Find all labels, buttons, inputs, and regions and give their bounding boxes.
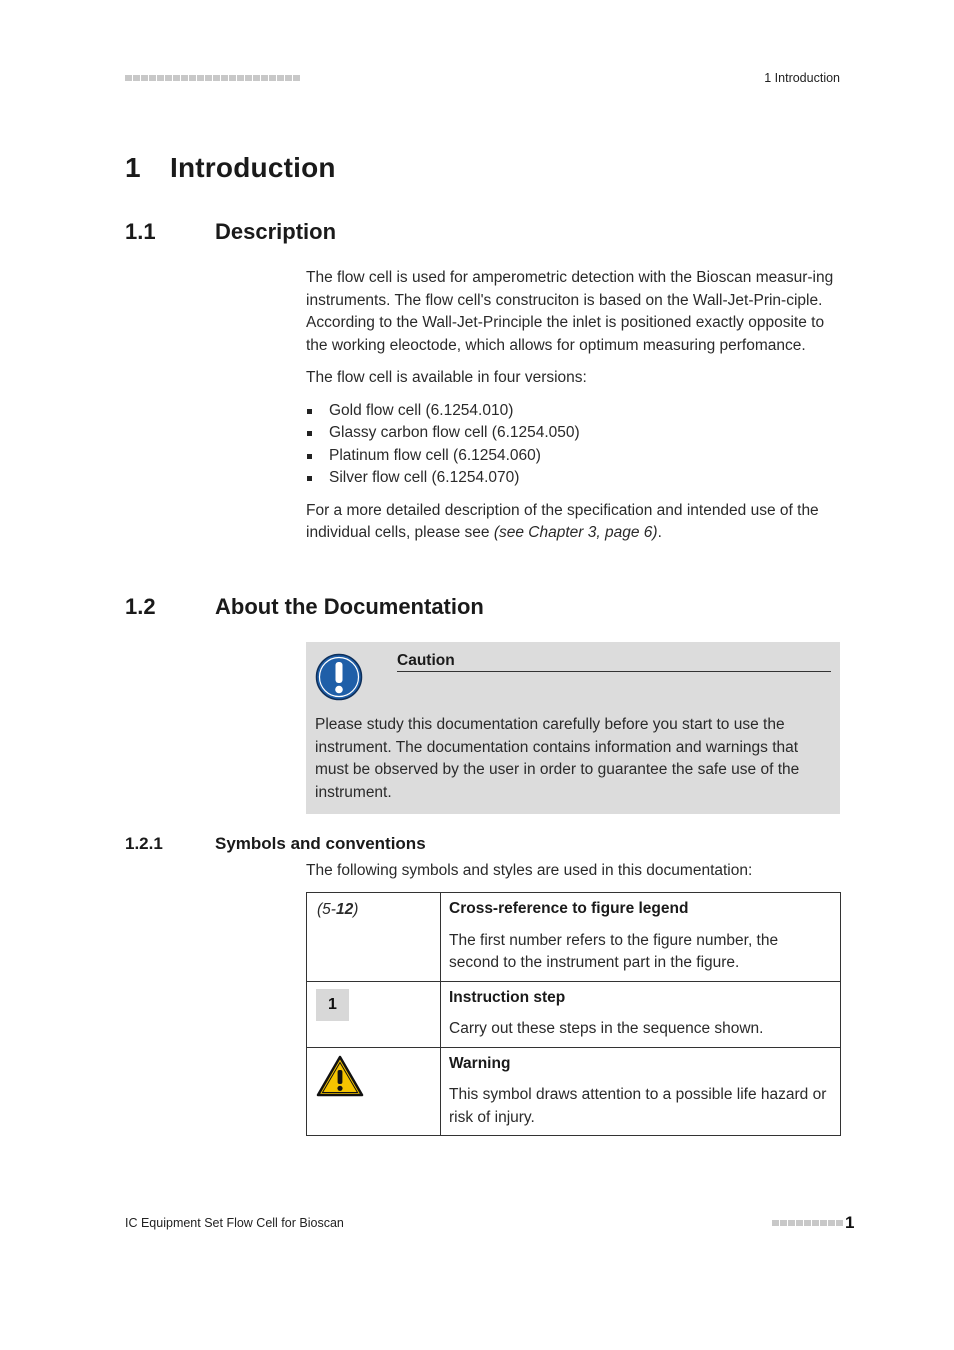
description-paragraph: The flow cell is used for amperometric detection with the Bioscan measur-ing instruments. The flow cell's construciton is based on the Wall-Jet-Prin-ciple. According to the Wall-Jet-Principle the inlet is positioned exactly opposite to the working eleoctode, which allows for optimum measuring perfomance. xyxy=(306,269,834,354)
description-body xyxy=(306,267,840,545)
page-number: 1 xyxy=(845,1213,855,1232)
details-paragraph: For a more detailed description of the specification and intended use of the individual cells, please see (see Chapter 3, page 6). xyxy=(306,501,819,541)
table-row xyxy=(307,1047,841,1136)
section-heading-description: 1.1 Description xyxy=(125,219,337,244)
table-row xyxy=(307,981,841,1047)
footer-document-title: IC Equipment Set Flow Cell for Bioscan xyxy=(125,1216,344,1230)
cross-reference-symbol: (5-12) xyxy=(317,901,359,918)
warning-triangle-icon xyxy=(316,1055,364,1097)
chapter-reference-link[interactable]: (see Chapter 3, page 6) xyxy=(493,524,658,541)
chapter-title: 1 Introduction xyxy=(125,152,336,183)
section-heading-symbols: 1.2.1 Symbols and conventions xyxy=(125,834,426,853)
versions-list xyxy=(306,400,840,490)
header-decoration xyxy=(125,75,300,81)
description-cell xyxy=(441,1047,841,1136)
instruction-step-symbol: 1 xyxy=(316,989,349,1021)
caution-title: Caution xyxy=(397,652,831,672)
list-item: Platinum flow cell (6.1254.060) xyxy=(306,445,840,468)
description-cell xyxy=(441,893,841,982)
versions-intro: The flow cell is available in four versions: xyxy=(306,369,587,386)
row-text: The first number refers to the figure number, the second to the instrument part in the figure. xyxy=(449,931,779,971)
row-title: Cross-reference to figure legend xyxy=(449,900,689,917)
symbol-cell xyxy=(307,1047,441,1136)
symbol-cell xyxy=(307,893,441,982)
row-text: Carry out these steps in the sequence shown. xyxy=(449,1020,764,1037)
description-cell xyxy=(441,981,841,1047)
caution-box xyxy=(306,642,840,814)
symbols-table xyxy=(306,892,841,1136)
symbol-cell xyxy=(307,981,441,1047)
list-item: Silver flow cell (6.1254.070) xyxy=(306,467,840,490)
row-title: Instruction step xyxy=(449,988,566,1006)
table-row xyxy=(307,893,841,982)
list-item: Gold flow cell (6.1254.010) xyxy=(306,400,840,423)
footer-decoration xyxy=(772,1220,843,1226)
caution-text: Please study this documentation carefully before you start to use the instrument. The documentation contains information and warnings that must be observed by the user in order to guarantee the safe use of the instrument. xyxy=(315,716,800,801)
row-title: Warning xyxy=(449,1054,511,1072)
list-item: Glassy carbon flow cell (6.1254.050) xyxy=(306,422,840,445)
row-text: This symbol draws attention to a possible life hazard or risk of injury. xyxy=(449,1086,827,1126)
running-header: 1 Introduction xyxy=(764,71,840,85)
symbols-intro: The following symbols and styles are used in this documentation: xyxy=(306,862,753,879)
caution-info-icon xyxy=(315,653,363,701)
section-heading-about-documentation: 1.2 About the Documentation xyxy=(125,594,484,619)
